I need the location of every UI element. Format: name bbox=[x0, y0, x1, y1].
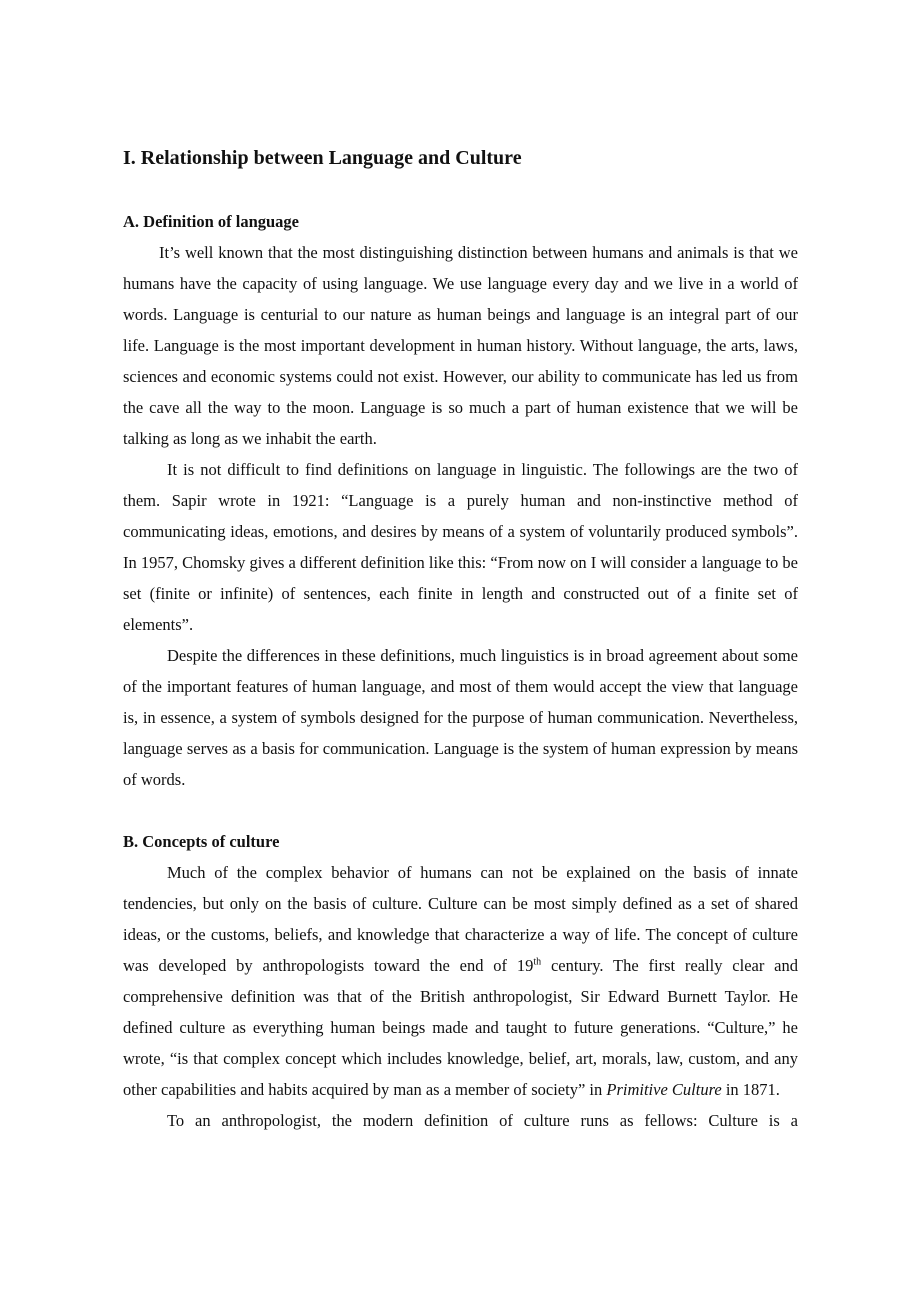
document-title: I. Relationship between Language and Culture bbox=[123, 147, 522, 169]
document-page bbox=[123, 143, 798, 1136]
section-a-paragraph-3: Despite the differences in these definitions, much linguistics is in broad agreement about some of the important features of human language, and most of them would accept the view that language is, in essence, a system of symbols designed for the purpose of human communication. Nevertheless, language serves as a basis for communication. Language is the system of human expression by means of words. bbox=[123, 646, 798, 789]
section-b-p1-text-cont: century. The first really clear and comprehensive definition was that of the British anthropologist, Sir Edward Burnett Taylor. He defined culture as everything human beings made and taught to future generations. “Culture,” he wrote, “is that complex concept which includes knowledge, belief, art, morals, law, custom, and any other capabilities and habits acquired by man as a member of society” in bbox=[123, 956, 798, 1099]
section-b-heading: B. Concepts of culture bbox=[123, 832, 280, 851]
book-title-italic: Primitive Culture bbox=[606, 1080, 722, 1099]
section-a-paragraph-1: It’s well known that the most distinguishing distinction between humans and animals is that we humans have the capacity of using language. We use language every day and we live in a world of words. Language is centurial to our nature as human beings and language is an integral part of our life. Language is the most important development in human history. Without language, the arts, laws, sciences and economic systems could not exist. However, our ability to communicate has led us from the cave all the way to the moon. Language is so much a part of human existence that we will be talking as long as we inhabit the earth. bbox=[123, 243, 798, 448]
superscript-ordinal: th bbox=[533, 956, 542, 968]
section-b-paragraph-1 bbox=[123, 857, 798, 1105]
section-b-p1-text: Much of the complex behavior of humans can not be explained on the basis of innate tendencies, but only on the basis of culture. Culture can be most simply defined as a set of shared ideas, or the customs, beliefs, and knowledge that characterize a way of life. The concept of culture was developed by anthropologists toward the end of 19 bbox=[123, 863, 798, 975]
section-spacer bbox=[123, 795, 798, 826]
section-b-paragraph-2: To an anthropologist, the modern definition of culture runs as fellows: Culture is a bbox=[167, 1111, 798, 1130]
section-b-p1-text-end: in 1871. bbox=[721, 1080, 780, 1099]
section-a-heading: A. Definition of language bbox=[123, 212, 300, 231]
section-a-paragraph-2: It is not difficult to find definitions on language in linguistic. The followings are the two of them. Sapir wrote in 1921: “Language is a purely human and non-instinctive method of communicating ideas, emotions, and desires by means of a system of voluntarily produced symbols”. In 1957, Chomsky gives a different definition like this: “From now on I will consider a language to be set (finite or infinite) of sentences, each finite in length and constructed out of a finite set of elements”. bbox=[123, 460, 798, 634]
